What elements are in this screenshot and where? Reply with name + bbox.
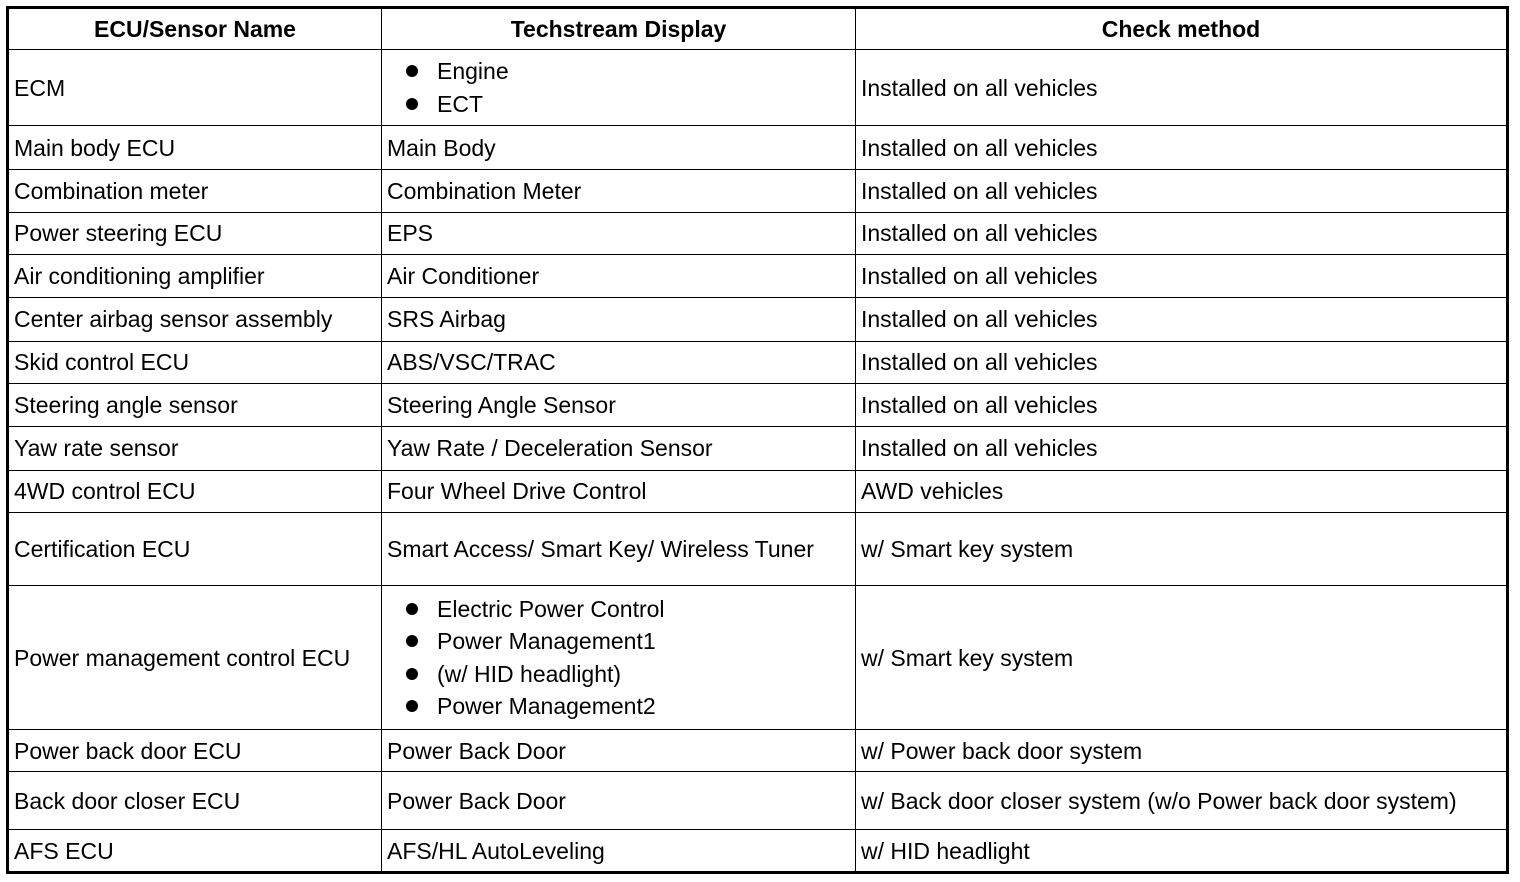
cell-check-method: w/ Smart key system: [856, 513, 1508, 586]
display-bullet-list: [387, 593, 850, 723]
display-bullet-item: Power Management1: [406, 625, 850, 658]
cell-techstream-display: EPS: [382, 212, 856, 255]
table-row: [8, 341, 1508, 384]
cell-check-method: Installed on all vehicles: [856, 212, 1508, 255]
table-row: [8, 126, 1508, 170]
cell-check-method: AWD vehicles: [856, 470, 1508, 513]
cell-check-method: Installed on all vehicles: [856, 50, 1508, 126]
cell-ecu-sensor-name: Certification ECU: [8, 513, 382, 586]
cell-techstream-display: Power Back Door: [382, 772, 856, 830]
cell-techstream-display: Yaw Rate / Deceleration Sensor: [382, 426, 856, 470]
cell-check-method: Installed on all vehicles: [856, 169, 1508, 212]
cell-check-method: Installed on all vehicles: [856, 426, 1508, 470]
table-row: [8, 297, 1508, 341]
cell-check-method: Installed on all vehicles: [856, 255, 1508, 298]
display-bullet-item: (w/ HID headlight): [406, 658, 850, 691]
cell-ecu-sensor-name: Combination meter: [8, 169, 382, 212]
cell-ecu-sensor-name: Air conditioning amplifier: [8, 255, 382, 298]
cell-ecu-sensor-name: Power back door ECU: [8, 729, 382, 772]
table-row: [8, 470, 1508, 513]
table-row: [8, 513, 1508, 586]
cell-ecu-sensor-name: AFS ECU: [8, 830, 382, 873]
cell-check-method: w/ Back door closer system (w/o Power back door system): [856, 772, 1508, 830]
display-bullet-item: Electric Power Control: [406, 593, 850, 626]
display-bullet-item: Engine: [406, 55, 850, 88]
cell-ecu-sensor-name: Yaw rate sensor: [8, 426, 382, 470]
cell-check-method: Installed on all vehicles: [856, 297, 1508, 341]
table-row: [8, 772, 1508, 830]
table-row: [8, 729, 1508, 772]
cell-ecu-sensor-name: Skid control ECU: [8, 341, 382, 384]
cell-techstream-display: Combination Meter: [382, 169, 856, 212]
cell-techstream-display: [382, 586, 856, 729]
cell-check-method: w/ HID headlight: [856, 830, 1508, 873]
cell-check-method: Installed on all vehicles: [856, 126, 1508, 170]
table-row: [8, 426, 1508, 470]
cell-techstream-display: [382, 50, 856, 126]
cell-ecu-sensor-name: ECM: [8, 50, 382, 126]
cell-techstream-display: Steering Angle Sensor: [382, 384, 856, 427]
display-bullet-item: ECT: [406, 88, 850, 121]
table-row: [8, 255, 1508, 298]
header-row: [8, 8, 1508, 50]
display-bullet-list: [387, 55, 850, 120]
display-bullet-item: Power Management2: [406, 690, 850, 723]
cell-check-method: Installed on all vehicles: [856, 384, 1508, 427]
cell-techstream-display: AFS/HL AutoLeveling: [382, 830, 856, 873]
cell-check-method: w/ Power back door system: [856, 729, 1508, 772]
cell-techstream-display: ABS/VSC/TRAC: [382, 341, 856, 384]
table-row: [8, 384, 1508, 427]
cell-ecu-sensor-name: Back door closer ECU: [8, 772, 382, 830]
cell-check-method: Installed on all vehicles: [856, 341, 1508, 384]
cell-ecu-sensor-name: Steering angle sensor: [8, 384, 382, 427]
cell-check-method: w/ Smart key system: [856, 586, 1508, 729]
cell-techstream-display: Main Body: [382, 126, 856, 170]
table-row: [8, 586, 1508, 729]
header-check-method: Check method: [856, 8, 1508, 50]
table-row: [8, 830, 1508, 873]
cell-ecu-sensor-name: Power management control ECU: [8, 586, 382, 729]
cell-techstream-display: Air Conditioner: [382, 255, 856, 298]
table-row: [8, 50, 1508, 126]
cell-ecu-sensor-name: 4WD control ECU: [8, 470, 382, 513]
header-techstream-display: Techstream Display: [382, 8, 856, 50]
cell-techstream-display: SRS Airbag: [382, 297, 856, 341]
cell-ecu-sensor-name: Power steering ECU: [8, 212, 382, 255]
ecu-sensor-table: [6, 6, 1509, 874]
cell-ecu-sensor-name: Main body ECU: [8, 126, 382, 170]
table-row: [8, 169, 1508, 212]
cell-ecu-sensor-name: Center airbag sensor assembly: [8, 297, 382, 341]
table-row: [8, 212, 1508, 255]
cell-techstream-display: Power Back Door: [382, 729, 856, 772]
header-ecu-sensor-name: ECU/Sensor Name: [8, 8, 382, 50]
table-body: [8, 50, 1508, 873]
cell-techstream-display: Smart Access/ Smart Key/ Wireless Tuner: [382, 513, 856, 586]
cell-techstream-display: Four Wheel Drive Control: [382, 470, 856, 513]
